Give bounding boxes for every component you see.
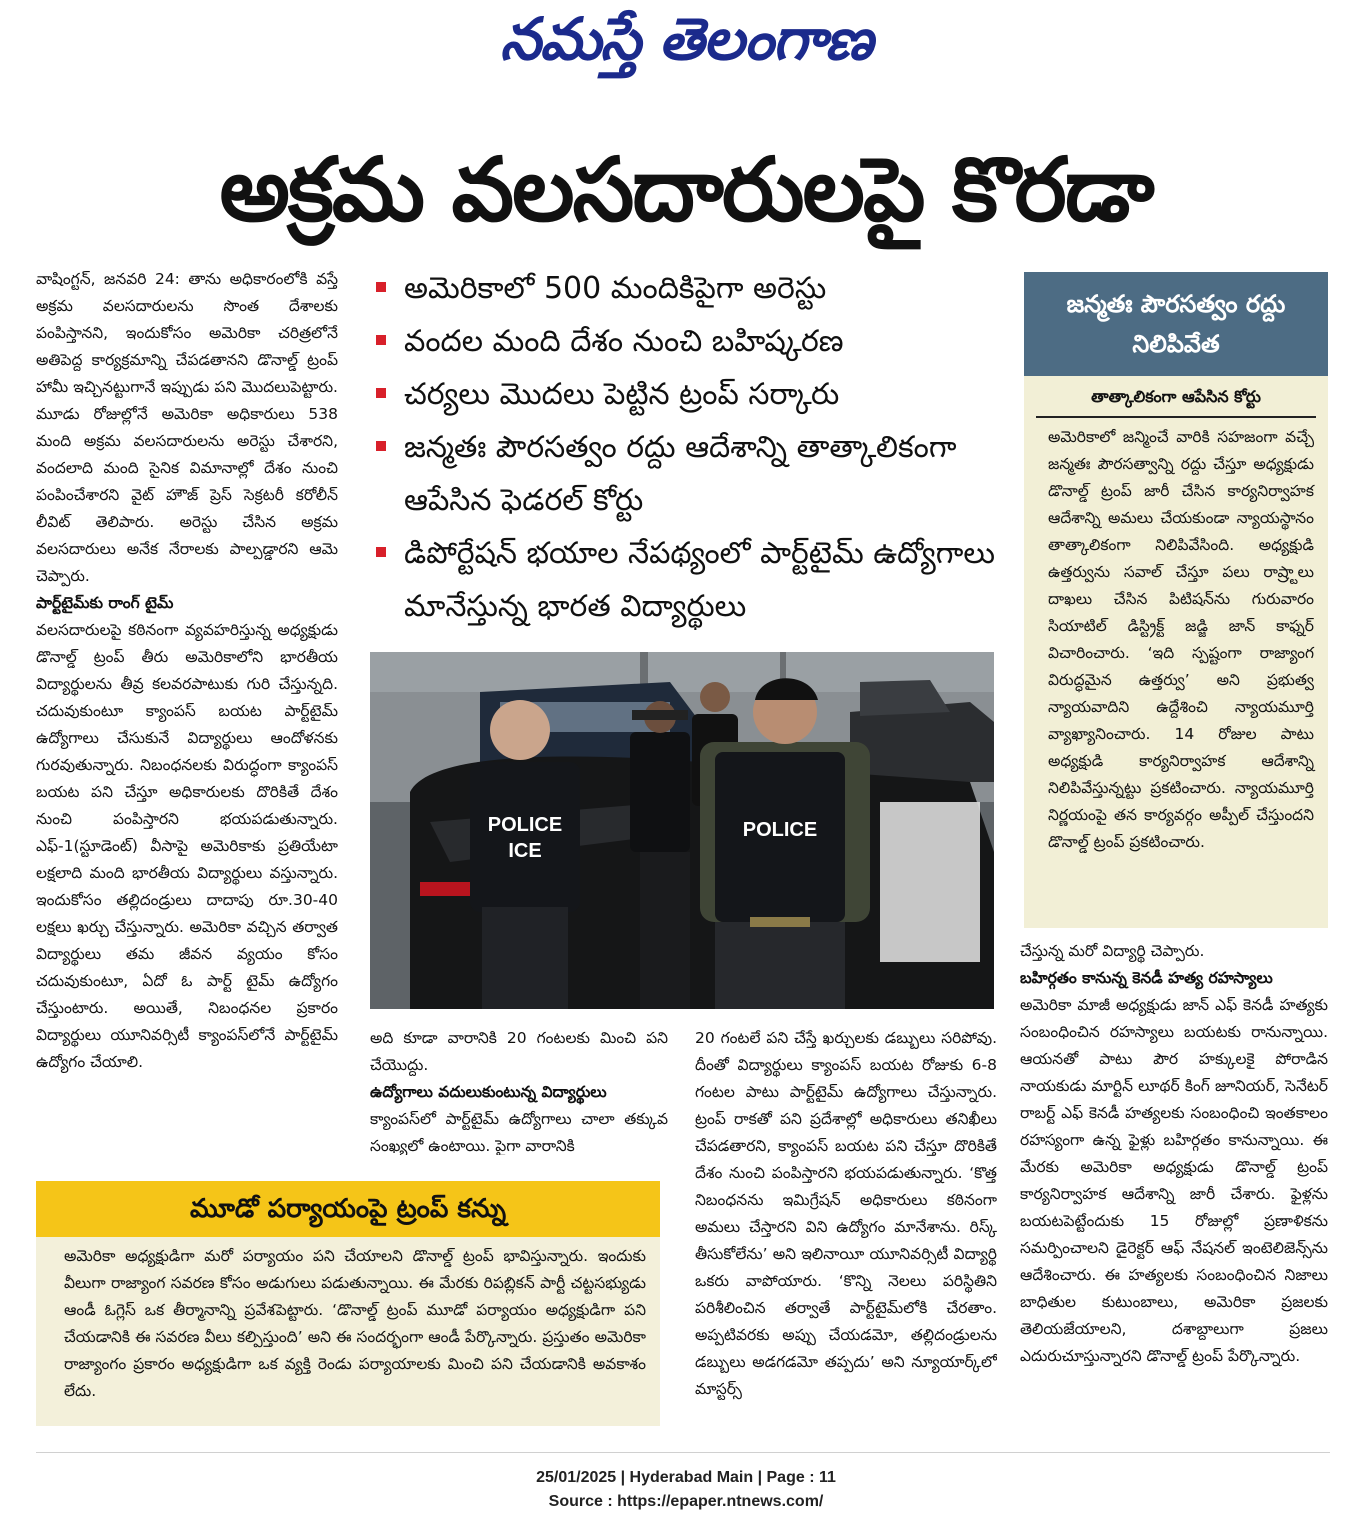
article-paragraph: వాషింగ్టన్, జనవరి 24: తాను అధికారంలోకి వస్తే అక్రమ వలసదారులను సొంత దేశాలకు పంపిస్తానని, ఇందుకోసం అమెరికా చరిత్రలోనే అతిపెద్ద కార్యక్రమాన్ని చేపడతానని డొనాల్డ్ ట్రంప్ హామీ ఇచ్చినట్టుగానే ఇప్పుడు పని మొదలుపెట్టారు. మూడు రోజుల్లోనే అమెరికా అధికారులు 538 మంది అక్రమ వలసదారులను అరెస్టు చేశారని, వందలాది మంది సైనిక విమానాల్లో దేశం నుంచి పంపించేశారని వైట్ హౌజ్ ప్రెస్ సెక్రటరీ కరోలీన్ లీవిట్ తెలిపారు. అరెస్టు చేసిన అక్రమ వలసదారులు అనేక నేరాలకు పాల్పడ్డారని ఆమె చెప్పారు. — [36, 270, 338, 585]
article-paragraph: క్యాంపస్‌లో పార్ట్‌టైమ్ ఉద్యోగాలు చాలా తక్కువ సంఖ్యలో ఉంటాయి. పైగా వారానికి — [370, 1110, 668, 1155]
bullet-item: చర్యలు మొదలు పెట్టిన ట్రంప్ సర్కారు — [370, 368, 1010, 421]
birthright-citizenship-box — [1024, 272, 1328, 928]
footer-divider — [36, 1452, 1330, 1453]
footer-date-edition: 25/01/2025 | Hyderabad Main | Page : 11 — [536, 1469, 836, 1486]
article-column-1 — [36, 266, 338, 1156]
page-footer — [0, 1466, 1372, 1514]
article-subheading: పార్ట్‌టైమ్‌కు రాంగ్ టైమ్ — [36, 594, 174, 612]
article-subheading: ఉద్యోగాలు వదులుకుంటున్న విద్యార్థులు — [370, 1083, 607, 1101]
article-column-2a — [370, 1025, 668, 1155]
article-paragraph: అమెరికా మాజీ అధ్యక్షుడు జాన్ ఎఫ్ కెనడీ హత్యకు సంబంధించిన రహస్యాలు బయటకు రానున్నాయి. ఆయనతో పాటు పౌర హక్కులకై పోరాడిన నాయకుడు మార్టిన్ లూథర్ కింగ్ జూనియర్, సెనేటర్ రాబర్ట్ ఎఫ్ కెనడీ హత్యలకు సంబంధించి ఇంతకాలం రహస్యంగా ఉన్న ఫైళ్లు బహిర్గతం కానున్నాయి. ఈ మేరకు అమెరికా అధ్యక్షుడు డొనాల్డ్ ట్రంప్ కార్యనిర్వాహక ఆదేశాన్ని జారీ చేశారు. ఫైళ్లను బయటపెట్టేందుకు 15 రోజుల్లో ప్రణాళికను సమర్పించాలని డైరెక్టర్ ఆఫ్ నేషనల్ ఇంటెలిజెన్స్‌ను ఆదేశించారు. ఈ హత్యలకు సంబంధించిన నిజాలు బాధితుల కుటుంబాలు, అమెరికా ప్రజలకు తెలియజేయాలని, దశాబ్దాలుగా ప్రజలు ఎదురుచూస్తున్నారని డొనాల్డ్ ట్రంప్ పేర్కొన్నారు. — [1020, 996, 1328, 1365]
main-headline: అక్రమ వలసదారులపై కొరడా — [219, 138, 1153, 241]
sidebar-rule — [1036, 416, 1316, 418]
article-paragraph: 20 గంటలే పని చేస్తే ఖర్చులకు డబ్బులు సరిపోవు. దీంతో విద్యార్థులు క్యాంపస్ బయట రోజుకు 6-8 గంటల పాటు పార్ట్‌టైమ్ ఉద్యోగాలు చేస్తున్నారు. ట్రంప్ రాకతో పని ప్రదేశాల్లో అధికారులు తనిఖీలు చేపడతారని, క్యాంపస్ బయట పని చేస్తూ దొరికితే దేశం నుంచి పంపిస్తారని భయపడుతున్నారు. ‘కొత్త నిబంధనను ఇమిగ్రేషన్ అధికారులు కఠినంగా అమలు చేస్తారని విని ఉద్యోగం మానేశాను. రిస్క్ తీసుకోలేను’ అని ఇలినాయీ యూనివర్సిటీ విద్యార్థి ఒకరు వాపోయారు. ‘కొన్ని నెలలు పరిస్థితిని పరిశీలించిన తర్వాతే పార్ట్‌టైమ్‌లోకి చేరతాం. అప్పటివరకు అప్పు చేయడమో, తల్లిదండ్రులను డబ్బులు అడగడమో తప్పదు’ అని న్యూయార్క్‌లో మాస్టర్స్ — [695, 1029, 997, 1398]
article-paragraph: అది కూడా వారానికి 20 గంటలకు మించి పని చేయొద్దు. — [370, 1029, 668, 1074]
bullet-item: వందల మంది దేశం నుంచి బహిష్కరణ — [370, 315, 1010, 368]
bullet-item: డిపోర్టేషన్ భయాల నేపథ్యంలో పార్ట్‌టైమ్ ఉద్యోగాలు మానేస్తున్న భారత విద్యార్థులు — [370, 527, 1010, 633]
vest-label-right: POLICE — [742, 819, 818, 841]
sidebar-body: అమెరికాలో జన్మించే వారికి సహజంగా వచ్చే జన్మతః పౌరసత్వాన్ని రద్దు చేస్తూ అధ్యక్షుడు డొనాల్డ్ ట్రంప్ జారీ చేసిన కార్యనిర్వాహక ఆదేశాన్ని అమలు చేయకుండా న్యాయస్థానం తాత్కాలికంగా నిలిపివేసింది. అధ్యక్షుడి ఉత్తర్వును సవాల్ చేస్తూ పలు రాష్ర్టాలు దాఖలు చేసిన పిటిషన్‌ను గురువారం సియాటిల్ డిస్ట్రిక్ట్ జడ్జి జాన్ కాఫ్నర్ విచారించారు. ‘ఇది స్పష్టంగా రాజ్యాంగ విరుద్ధమైన ఉత్తర్వు’ అని ప్రభుత్వ న్యాయవాదిని ఉద్దేశించి న్యాయమూర్తి వ్యాఖ్యానించారు. 14 రోజుల పాటు అధ్యక్షుడి కార్యనిర్వాహక ఆదేశాన్ని నిలిపివేస్తున్నట్టు ప్రకటించారు. న్యాయమూర్తి నిర్ణయంపై తన కార్యవర్గం అప్పీల్ చేస్తుందని డొనాల్డ్ ట్రంప్ ప్రకటించారు. — [1048, 428, 1314, 851]
article-column-3 — [1020, 938, 1328, 1448]
bullet-item: అమెరికాలో 500 మందికిపైగా అరెస్టు — [370, 262, 1010, 315]
article-column-2b — [695, 1025, 997, 1445]
footer-source: Source : https://epaper.ntnews.com/ — [548, 1493, 824, 1510]
third-term-body: అమెరికా అధ్యక్షుడిగా మరో పర్యాయం పని చేయాలని డొనాల్డ్ ట్రంప్ భావిస్తున్నారు. ఇందుకు వీలుగా రాజ్యాంగ సవరణ కోసం అడుగులు పడుతున్నాయి. ఈ మేరకు రిపబ్లికన్ పార్టీ చట్టసభ్యుడు ఆండీ ఓగ్లెస్ ఒక తీర్మానాన్ని ప్రవేశపెట్టారు. ‘డొనాల్డ్ ట్రంప్ మూడో పర్యాయం అధ్యక్షుడిగా పని చేయడానికి ఈ సవరణ వీలు కల్పిస్తుంది’ అని ఈ సందర్భంగా ఆండీ పేర్కొన్నారు. ప్రస్తుతం అమెరికా రాజ్యాంగం ప్రకారం అధ్యక్షుడిగా ఒక వ్యక్తి రెండు పర్యాయాలకు మించి పని చేయడానికి అవకాశం లేదు. — [64, 1247, 646, 1400]
sidebar-kicker: తాత్కాలికంగా ఆపేసిన కోర్టు — [1091, 387, 1261, 406]
news-photo — [370, 652, 994, 1009]
article-paragraph: చేస్తున్న మరో విద్యార్థి చెప్పారు. — [1020, 942, 1205, 960]
bullet-item: జన్మతః పౌరసత్వం రద్దు ఆదేశాన్ని తాత్కాలికంగా ఆపేసిన ఫెడరల్ కోర్టు — [370, 421, 1010, 527]
masthead — [0, 4, 1372, 74]
highlight-bullets — [370, 262, 1010, 642]
third-term-header: మూడో పర్యాయంపై ట్రంప్ కన్ను — [36, 1181, 660, 1237]
article-paragraph: వలసదారులపై కఠినంగా వ్యవహరిస్తున్న అధ్యక్షుడు డొనాల్డ్ ట్రంప్ తీరు అమెరికాలోని భారతీయ విద్యార్థులను తీవ్ర కలవరపాటుకు గురి చేస్తున్నది. చదువుకుంటూ క్యాంపస్ బయట పార్ట్‌టైమ్ ఉద్యోగాలు చేసుకునే విద్యార్థులు ఆందోళనకు గురవుతున్నారు. నిబంధనలకు విరుద్ధంగా క్యాంపస్ బయట పని చేస్తూ అధికారులకు దొరికితే దేశం నుంచి పంపిస్తారని భయపడుతున్నారు. ఎఫ్-1(స్టూడెంట్) వీసాపై అమెరికాకు ప్రతియేటా లక్షలాది మంది భారతీయ విద్యార్థులు వస్తున్నారు. ఇందుకోసం తల్లిదండ్రులు దాదాపు రూ.30-40 లక్షలు ఖర్చు చేస్తున్నారు. అమెరికా వచ్చిన తర్వాత విద్యార్థులు తమ జీవన వ్యయం కోసం చదువుకుంటూ, ఏదో ఓ పార్ట్ టైమ్ ఉద్యోగం చేస్తుంటారు. అయితే, నిబంధనల ప్రకారం విద్యార్థులు యూనివర్సిటీ క్యాంపస్‌లోనే పార్ట్‌టైమ్ ఉద్యోగం చేయాలి. — [36, 621, 338, 1071]
article-subheading: బహిర్గతం కానున్న కెనడీ హత్య రహస్యాలు — [1020, 969, 1273, 987]
sidebar-header: జన్మతః పౌరసత్వం రద్దు నిలిపివేత — [1024, 272, 1328, 376]
third-term-box — [36, 1181, 660, 1426]
photo-illustration — [370, 652, 994, 1009]
vest-label-left: POLICE ICE — [487, 814, 563, 862]
newspaper-logo: నమస్తే తెలంగాణ — [500, 5, 872, 73]
